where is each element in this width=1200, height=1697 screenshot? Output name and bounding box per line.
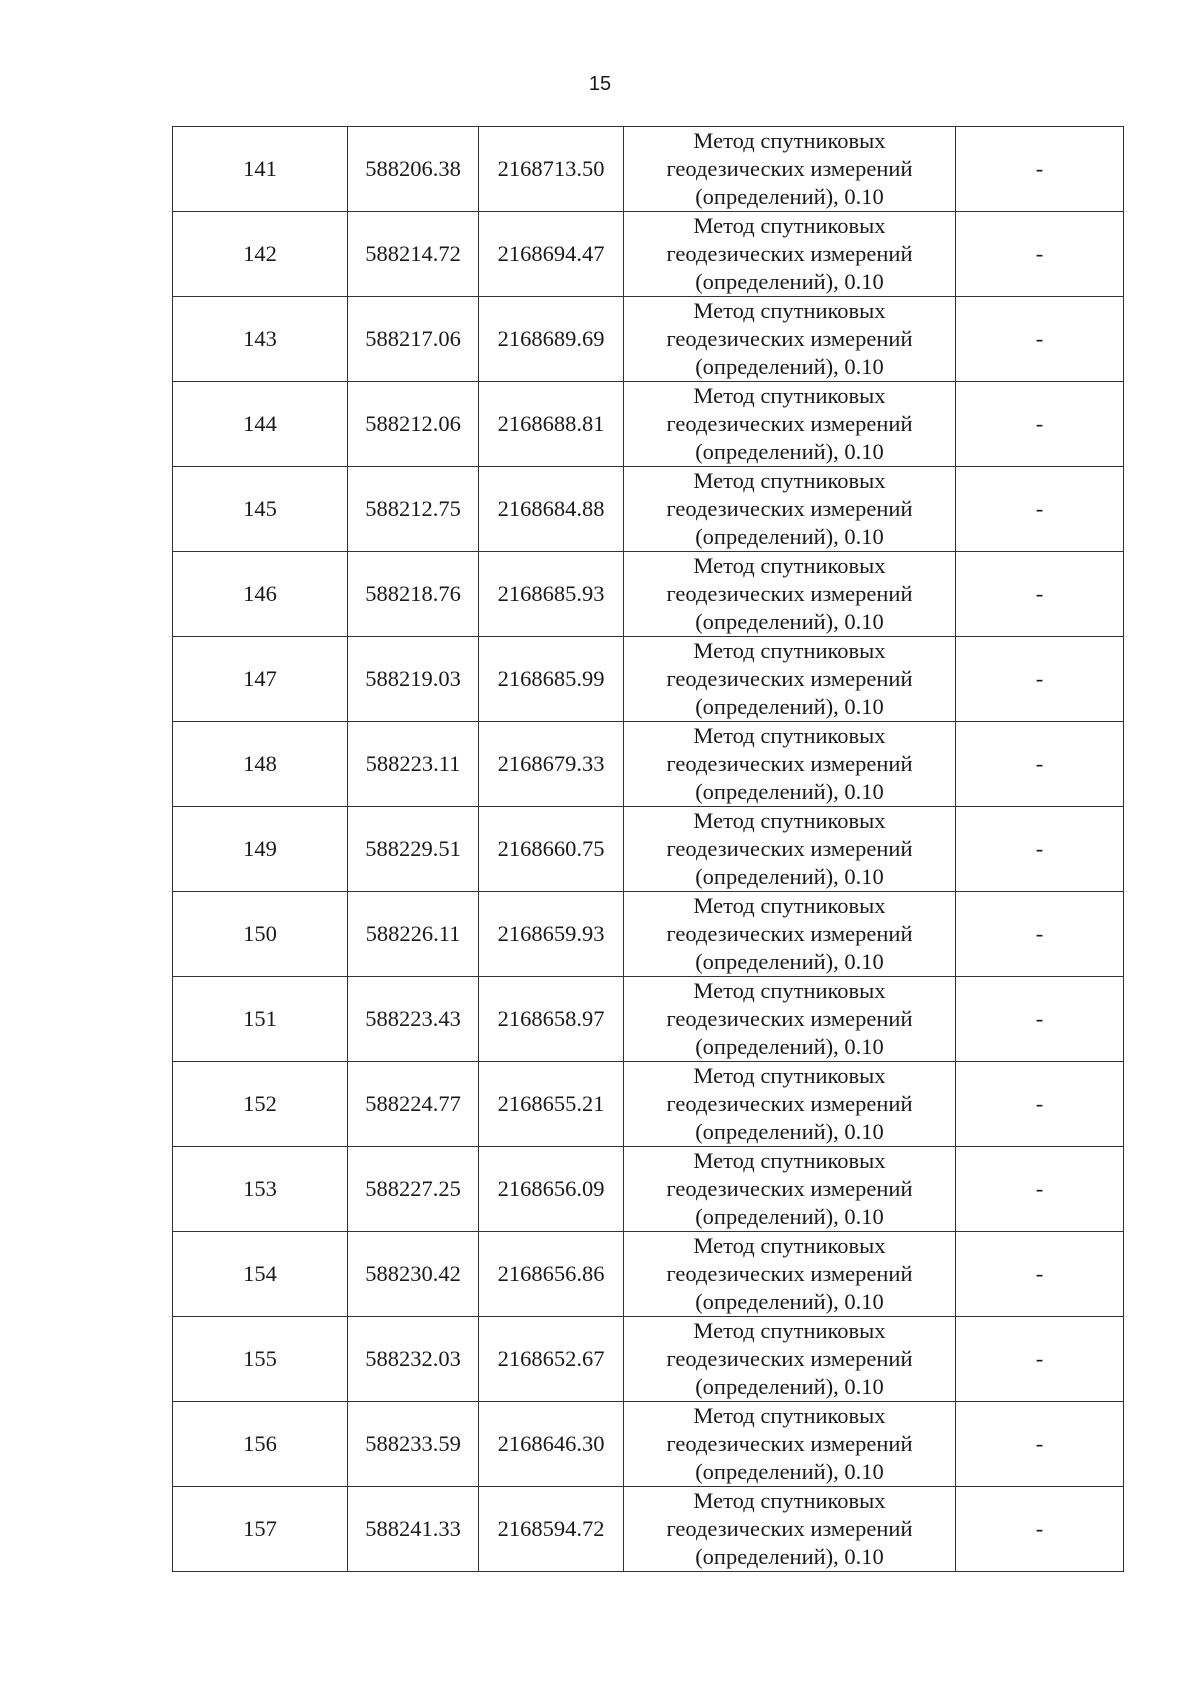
y-coordinate-cell: 2168656.09 bbox=[479, 1147, 624, 1232]
table-row bbox=[173, 807, 1124, 892]
method-cell bbox=[624, 1402, 956, 1487]
method-line: Метод спутниковых bbox=[693, 1063, 886, 1088]
x-coordinate-cell: 588206.38 bbox=[348, 127, 479, 212]
x-coordinate-cell: 588232.03 bbox=[348, 1317, 479, 1402]
method-line: (определений), 0.10 bbox=[695, 779, 884, 804]
method-line: (определений), 0.10 bbox=[695, 184, 884, 209]
point-number-cell: 151 bbox=[173, 977, 348, 1062]
y-coordinate-cell: 2168679.33 bbox=[479, 722, 624, 807]
x-coordinate-cell: 588230.42 bbox=[348, 1232, 479, 1317]
method-cell bbox=[624, 1062, 956, 1147]
method-line: геодезических измерений bbox=[666, 666, 913, 691]
method-cell bbox=[624, 382, 956, 467]
point-number-cell: 154 bbox=[173, 1232, 348, 1317]
point-number-cell: 143 bbox=[173, 297, 348, 382]
method-line: геодезических измерений bbox=[666, 411, 913, 436]
y-coordinate-cell: 2168694.47 bbox=[479, 212, 624, 297]
x-coordinate-cell: 588212.75 bbox=[348, 467, 479, 552]
method-cell bbox=[624, 1487, 956, 1572]
point-number-cell: 147 bbox=[173, 637, 348, 722]
point-number-cell: 148 bbox=[173, 722, 348, 807]
point-number-cell: 155 bbox=[173, 1317, 348, 1402]
x-coordinate-cell: 588218.76 bbox=[348, 552, 479, 637]
method-line: (определений), 0.10 bbox=[695, 1459, 884, 1484]
y-coordinate-cell: 2168685.99 bbox=[479, 637, 624, 722]
note-cell: - bbox=[956, 212, 1124, 297]
x-coordinate-cell: 588229.51 bbox=[348, 807, 479, 892]
method-line: (определений), 0.10 bbox=[695, 524, 884, 549]
method-line: Метод спутниковых bbox=[693, 553, 886, 578]
method-cell bbox=[624, 807, 956, 892]
note-cell: - bbox=[956, 127, 1124, 212]
note-cell: - bbox=[956, 807, 1124, 892]
point-number-cell: 157 bbox=[173, 1487, 348, 1572]
method-line: геодезических измерений bbox=[666, 751, 913, 776]
table-row bbox=[173, 382, 1124, 467]
method-line: геодезических измерений bbox=[666, 1516, 913, 1541]
method-line: (определений), 0.10 bbox=[695, 1374, 884, 1399]
point-number-cell: 141 bbox=[173, 127, 348, 212]
table-row bbox=[173, 1062, 1124, 1147]
method-line: геодезических измерений bbox=[666, 1261, 913, 1286]
table-row bbox=[173, 1402, 1124, 1487]
table-row bbox=[173, 467, 1124, 552]
y-coordinate-cell: 2168685.93 bbox=[479, 552, 624, 637]
table-row bbox=[173, 1317, 1124, 1402]
table-row bbox=[173, 637, 1124, 722]
method-line: геодезических измерений bbox=[666, 1176, 913, 1201]
method-cell bbox=[624, 297, 956, 382]
method-line: геодезических измерений bbox=[666, 1091, 913, 1116]
method-line: (определений), 0.10 bbox=[695, 949, 884, 974]
x-coordinate-cell: 588224.77 bbox=[348, 1062, 479, 1147]
method-line: Метод спутниковых bbox=[693, 1233, 886, 1258]
x-coordinate-cell: 588227.25 bbox=[348, 1147, 479, 1232]
note-cell: - bbox=[956, 467, 1124, 552]
point-number-cell: 156 bbox=[173, 1402, 348, 1487]
method-line: (определений), 0.10 bbox=[695, 1289, 884, 1314]
method-line: Метод спутниковых bbox=[693, 383, 886, 408]
x-coordinate-cell: 588217.06 bbox=[348, 297, 479, 382]
method-cell bbox=[624, 637, 956, 722]
coordinates-table-body bbox=[173, 127, 1124, 1572]
y-coordinate-cell: 2168688.81 bbox=[479, 382, 624, 467]
method-line: геодезических измерений bbox=[666, 836, 913, 861]
method-cell bbox=[624, 892, 956, 977]
table-row bbox=[173, 1147, 1124, 1232]
method-cell bbox=[624, 467, 956, 552]
method-cell bbox=[624, 1317, 956, 1402]
method-line: геодезических измерений bbox=[666, 241, 913, 266]
note-cell: - bbox=[956, 1487, 1124, 1572]
method-cell bbox=[624, 552, 956, 637]
method-line: Метод спутниковых bbox=[693, 1488, 886, 1513]
method-line: (определений), 0.10 bbox=[695, 269, 884, 294]
x-coordinate-cell: 588214.72 bbox=[348, 212, 479, 297]
method-line: Метод спутниковых bbox=[693, 1318, 886, 1343]
y-coordinate-cell: 2168660.75 bbox=[479, 807, 624, 892]
coordinates-table bbox=[172, 126, 1124, 1572]
method-line: геодезических измерений bbox=[666, 156, 913, 181]
table-row bbox=[173, 297, 1124, 382]
note-cell: - bbox=[956, 977, 1124, 1062]
x-coordinate-cell: 588212.06 bbox=[348, 382, 479, 467]
method-cell bbox=[624, 1147, 956, 1232]
note-cell: - bbox=[956, 552, 1124, 637]
method-line: (определений), 0.10 bbox=[695, 1119, 884, 1144]
method-line: геодезических измерений bbox=[666, 1346, 913, 1371]
x-coordinate-cell: 588233.59 bbox=[348, 1402, 479, 1487]
method-line: (определений), 0.10 bbox=[695, 1544, 884, 1569]
x-coordinate-cell: 588223.11 bbox=[348, 722, 479, 807]
note-cell: - bbox=[956, 722, 1124, 807]
method-line: Метод спутниковых bbox=[693, 723, 886, 748]
method-line: (определений), 0.10 bbox=[695, 694, 884, 719]
note-cell: - bbox=[956, 1402, 1124, 1487]
method-line: Метод спутниковых bbox=[693, 298, 886, 323]
method-cell bbox=[624, 1232, 956, 1317]
method-line: геодезических измерений bbox=[666, 921, 913, 946]
y-coordinate-cell: 2168658.97 bbox=[479, 977, 624, 1062]
method-cell bbox=[624, 127, 956, 212]
table-row bbox=[173, 977, 1124, 1062]
method-line: (определений), 0.10 bbox=[695, 864, 884, 889]
y-coordinate-cell: 2168713.50 bbox=[479, 127, 624, 212]
method-line: (определений), 0.10 bbox=[695, 439, 884, 464]
page-number: 15 bbox=[588, 73, 612, 95]
table-row bbox=[173, 722, 1124, 807]
note-cell: - bbox=[956, 1317, 1124, 1402]
table-row bbox=[173, 892, 1124, 977]
note-cell: - bbox=[956, 1147, 1124, 1232]
table-row bbox=[173, 1232, 1124, 1317]
method-line: Метод спутниковых bbox=[693, 213, 886, 238]
method-line: Метод спутниковых bbox=[693, 978, 886, 1003]
point-number-cell: 144 bbox=[173, 382, 348, 467]
y-coordinate-cell: 2168652.67 bbox=[479, 1317, 624, 1402]
point-number-cell: 150 bbox=[173, 892, 348, 977]
method-line: геодезических измерений bbox=[666, 496, 913, 521]
point-number-cell: 142 bbox=[173, 212, 348, 297]
point-number-cell: 146 bbox=[173, 552, 348, 637]
note-cell: - bbox=[956, 1062, 1124, 1147]
method-cell bbox=[624, 722, 956, 807]
method-line: геодезических измерений bbox=[666, 581, 913, 606]
y-coordinate-cell: 2168659.93 bbox=[479, 892, 624, 977]
method-line: геодезических измерений bbox=[666, 1431, 913, 1456]
note-cell: - bbox=[956, 892, 1124, 977]
note-cell: - bbox=[956, 382, 1124, 467]
method-line: Метод спутниковых bbox=[693, 638, 886, 663]
table-row bbox=[173, 127, 1124, 212]
point-number-cell: 152 bbox=[173, 1062, 348, 1147]
method-line: геодезических измерений bbox=[666, 326, 913, 351]
note-cell: - bbox=[956, 637, 1124, 722]
y-coordinate-cell: 2168594.72 bbox=[479, 1487, 624, 1572]
note-cell: - bbox=[956, 297, 1124, 382]
method-line: Метод спутниковых bbox=[693, 1403, 886, 1428]
method-line: геодезических измерений bbox=[666, 1006, 913, 1031]
method-line: Метод спутниковых bbox=[693, 128, 886, 153]
method-line: (определений), 0.10 bbox=[695, 1034, 884, 1059]
method-line: Метод спутниковых bbox=[693, 808, 886, 833]
point-number-cell: 149 bbox=[173, 807, 348, 892]
method-cell bbox=[624, 977, 956, 1062]
method-line: Метод спутниковых bbox=[693, 1148, 886, 1173]
y-coordinate-cell: 2168656.86 bbox=[479, 1232, 624, 1317]
x-coordinate-cell: 588219.03 bbox=[348, 637, 479, 722]
method-line: (определений), 0.10 bbox=[695, 1204, 884, 1229]
table-row bbox=[173, 212, 1124, 297]
method-line: (определений), 0.10 bbox=[695, 354, 884, 379]
point-number-cell: 145 bbox=[173, 467, 348, 552]
table-row bbox=[173, 552, 1124, 637]
method-line: (определений), 0.10 bbox=[695, 609, 884, 634]
x-coordinate-cell: 588241.33 bbox=[348, 1487, 479, 1572]
y-coordinate-cell: 2168655.21 bbox=[479, 1062, 624, 1147]
method-line: Метод спутниковых bbox=[693, 893, 886, 918]
y-coordinate-cell: 2168689.69 bbox=[479, 297, 624, 382]
y-coordinate-cell: 2168684.88 bbox=[479, 467, 624, 552]
note-cell: - bbox=[956, 1232, 1124, 1317]
method-cell bbox=[624, 212, 956, 297]
method-line: Метод спутниковых bbox=[693, 468, 886, 493]
table-row bbox=[173, 1487, 1124, 1572]
y-coordinate-cell: 2168646.30 bbox=[479, 1402, 624, 1487]
point-number-cell: 153 bbox=[173, 1147, 348, 1232]
x-coordinate-cell: 588226.11 bbox=[348, 892, 479, 977]
x-coordinate-cell: 588223.43 bbox=[348, 977, 479, 1062]
